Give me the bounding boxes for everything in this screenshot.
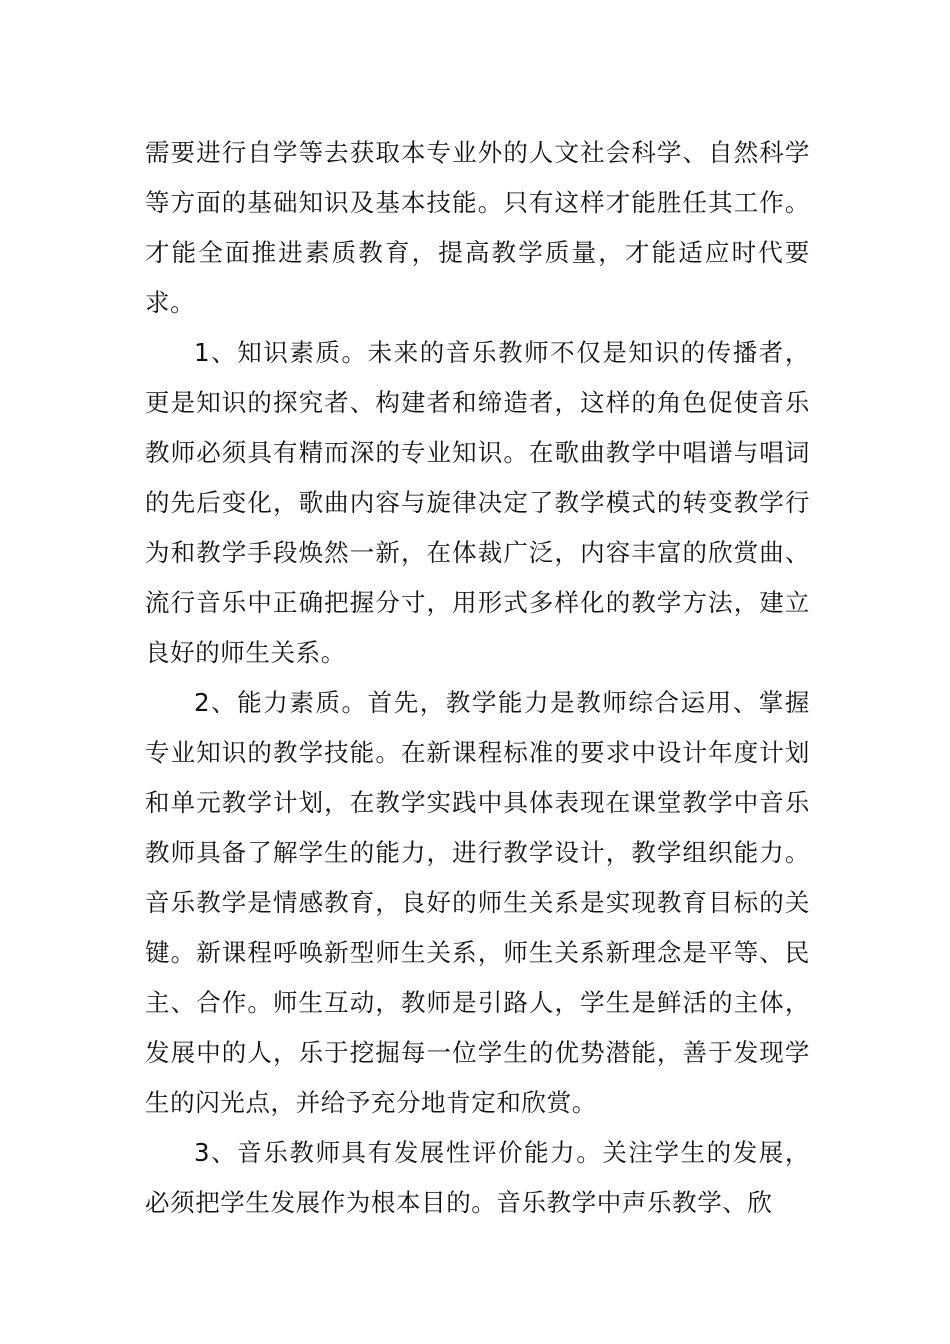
paragraph-knowledge-quality: 1、知识素质。未来的音乐教师不仅是知识的传播者，更是知识的探究者、构建者和缔造者，这样的角色促使音乐教师必须具有精而深的专业知识。在歌曲教学中唱谱与唱词的先后变化，歌曲内容与旋律决定了教学模式的转变教学行为和教学手段焕然一新，在体裁广泛，内容丰富的欣赏曲、流行音乐中正确把握分寸，用形式多样化的教学方法，建立良好的师生关系。 <box>145 338 810 667</box>
paragraph-ability-quality: 2、能力素质。首先，教学能力是教师综合运用、掌握专业知识的教学技能。在新课程标准的要求中设计年度计划和单元教学计划，在教学实践中具体表现在课堂教学中音乐教师具备了解学生的能力，进行教学设计，教学组织能力。音乐教学是情感教育，良好的师生关系是实现教育目标的关键。新课程呼唤新型师生关系，师生关系新理念是平等、民主、合作。师生互动，教师是引路人，学生是鲜活的主体，发展中的人，乐于挖掘每一位学生的优势潜能，善于发现学生的闪光点，并给予充分地肯定和欣赏。 <box>145 688 810 1117</box>
document-body <box>145 128 810 1228</box>
paragraph-evaluation-ability: 3、音乐教师具有发展性评价能力。关注学生的发展，必须把学生发展作为根本目的。音乐教学中声乐教学、欣 <box>145 1138 810 1217</box>
paragraph-continuation: 需要进行自学等去获取本专业外的人文社会科学、自然科学等方面的基础知识及基本技能。只有这样才能胜任其工作。才能全面推进素质教育，提高教学质量，才能适应时代要求。 <box>145 138 810 317</box>
